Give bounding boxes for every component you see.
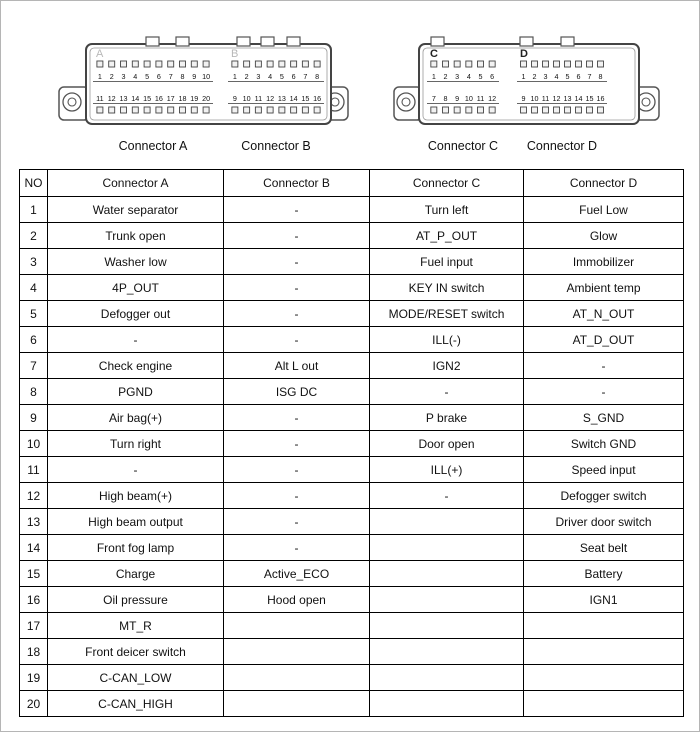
pin-function-cell: - [224, 249, 370, 275]
pin-function-cell [370, 561, 524, 587]
pin-function-cell: AT_P_OUT [370, 223, 524, 249]
pin-function-cell: Hood open [224, 587, 370, 613]
pin-function-cell: - [224, 405, 370, 431]
table-row [20, 275, 684, 301]
connector-b-caption: Connector B [241, 139, 311, 153]
connector-body [419, 44, 639, 124]
top-tab [520, 37, 533, 46]
pin-cavity [587, 61, 593, 67]
pin-function-cell: IGN1 [524, 587, 684, 613]
table-row [20, 587, 684, 613]
pin-number-label: 14 [289, 94, 298, 103]
pin-cavity [132, 61, 138, 67]
pin-cavity [267, 61, 273, 67]
pin-number-label: 12 [266, 94, 275, 103]
pin-function-cell [370, 613, 524, 639]
pin-cavity [244, 61, 250, 67]
pin-cavity [314, 107, 320, 113]
pin-function-cell: - [224, 509, 370, 535]
pin-number-label: 4 [268, 72, 273, 81]
pin-function-cell: - [224, 197, 370, 223]
pin-function-cell: Driver door switch [524, 509, 684, 535]
pin-function-cell [370, 587, 524, 613]
pin-number-label: 13 [119, 94, 128, 103]
pin-cavity [279, 107, 285, 113]
pin-number-cell: 11 [20, 457, 48, 483]
pin-number-label: 10 [530, 94, 539, 103]
pin-number-label: 18 [178, 94, 187, 103]
pin-function-cell: Ambient temp [524, 275, 684, 301]
pin-number-label: 1 [431, 72, 436, 81]
pin-number-label: 10 [202, 72, 211, 81]
pin-number-label: 11 [541, 94, 550, 103]
pin-number-label: 12 [552, 94, 561, 103]
pin-number-cell: 9 [20, 405, 48, 431]
pin-number-cell: 17 [20, 613, 48, 639]
pin-function-cell: Alt L out [224, 353, 370, 379]
pin-function-cell [524, 691, 684, 717]
pin-number-label: 8 [443, 94, 448, 103]
pin-function-cell: Fuel input [370, 249, 524, 275]
pin-number-label: 6 [156, 72, 161, 81]
column-header-connector-d: Connector D [524, 170, 684, 197]
pin-function-cell: - [524, 379, 684, 405]
pin-function-cell: Washer low [48, 249, 224, 275]
pin-number-label: 5 [565, 72, 570, 81]
pin-cavity [144, 61, 150, 67]
pin-number-label: 16 [154, 94, 163, 103]
top-tab [431, 37, 444, 46]
pin-cavity [180, 61, 186, 67]
pin-function-cell: Active_ECO [224, 561, 370, 587]
pin-number-label: 3 [455, 72, 460, 81]
pin-function-cell: - [224, 431, 370, 457]
pin-cavity [489, 107, 495, 113]
pin-function-cell: - [224, 483, 370, 509]
pin-function-cell: PGND [48, 379, 224, 405]
pin-number-label: 13 [277, 94, 286, 103]
pin-cavity [291, 107, 297, 113]
pin-cavity [232, 107, 238, 113]
pin-function-cell: C-CAN_HIGH [48, 691, 224, 717]
pin-cavity [554, 107, 560, 113]
pin-number-cell: 6 [20, 327, 48, 353]
pin-function-cell: Switch GND [524, 431, 684, 457]
top-tab [261, 37, 274, 46]
pin-function-cell [524, 613, 684, 639]
pin-function-cell: Speed input [524, 457, 684, 483]
pin-cavity [180, 107, 186, 113]
pin-cavity [565, 61, 571, 67]
pin-function-cell [224, 665, 370, 691]
pin-cavity [587, 107, 593, 113]
pin-function-cell: ILL(+) [370, 457, 524, 483]
pin-number-label: 1 [521, 72, 526, 81]
pin-function-cell [370, 535, 524, 561]
pin-number-label: 9 [232, 94, 237, 103]
pin-number-cell: 19 [20, 665, 48, 691]
pin-number-label: 4 [554, 72, 559, 81]
pin-number-cell: 13 [20, 509, 48, 535]
table-row [20, 561, 684, 587]
pin-number-label: 8 [315, 72, 320, 81]
pin-cavity [521, 61, 527, 67]
pin-function-cell: MODE/RESET switch [370, 301, 524, 327]
column-header-no: NO [20, 170, 48, 197]
pin-number-label: 14 [574, 94, 583, 103]
table-row [20, 223, 684, 249]
pin-number-label: 15 [143, 94, 152, 103]
pin-cavity [314, 61, 320, 67]
table-row [20, 665, 684, 691]
pin-cavity [543, 107, 549, 113]
pin-function-cell [370, 509, 524, 535]
connector-ab-diagram [56, 34, 351, 134]
pin-cavity [267, 107, 273, 113]
pin-function-cell: KEY IN switch [370, 275, 524, 301]
pin-number-label: 4 [133, 72, 138, 81]
pin-function-cell: Glow [524, 223, 684, 249]
pin-number-label: 3 [121, 72, 126, 81]
pin-number-label: 5 [279, 72, 284, 81]
pin-cavity [97, 107, 103, 113]
pin-cavity [543, 61, 549, 67]
pin-number-label: 11 [96, 94, 104, 103]
pin-function-cell: S_GND [524, 405, 684, 431]
table-row [20, 457, 684, 483]
pin-cavity [156, 107, 162, 113]
pin-cavity [255, 61, 261, 67]
pin-function-cell: - [224, 327, 370, 353]
pin-number-label: 1 [97, 72, 102, 81]
pin-function-cell: Turn left [370, 197, 524, 223]
pin-number-label: 7 [168, 72, 173, 81]
pin-cavity [203, 107, 209, 113]
pin-function-cell: Oil pressure [48, 587, 224, 613]
pin-cavity [598, 107, 604, 113]
pin-number-cell: 18 [20, 639, 48, 665]
pin-cavity [121, 107, 127, 113]
table-row [20, 535, 684, 561]
pin-function-cell: ILL(-) [370, 327, 524, 353]
pin-cavity [156, 61, 162, 67]
pin-number-label: 10 [242, 94, 251, 103]
pin-cavity [203, 61, 209, 67]
pin-number-label: 7 [303, 72, 308, 81]
pinout-table-head-row [20, 170, 684, 197]
pin-cavity [478, 61, 484, 67]
pin-number-cell: 16 [20, 587, 48, 613]
pin-function-cell [524, 639, 684, 665]
pin-function-cell: Front deicer switch [48, 639, 224, 665]
pin-number-cell: 15 [20, 561, 48, 587]
pin-function-cell [370, 639, 524, 665]
pin-function-cell [370, 665, 524, 691]
pin-number-label: 17 [166, 94, 175, 103]
pin-cavity [443, 61, 449, 67]
pin-function-cell: - [224, 457, 370, 483]
pin-cavity [144, 107, 150, 113]
pin-cavity [121, 61, 127, 67]
pin-number-label: 16 [596, 94, 605, 103]
pin-cavity [232, 61, 238, 67]
pin-cavity [302, 61, 308, 67]
pin-cavity [97, 61, 103, 67]
pin-number-label: 2 [532, 72, 537, 81]
top-tab [237, 37, 250, 46]
column-header-connector-b: Connector B [224, 170, 370, 197]
pin-number-label: 6 [291, 72, 296, 81]
pin-cavity [532, 107, 538, 113]
connector-d-caption: Connector D [526, 139, 598, 153]
top-tab [176, 37, 189, 46]
pin-function-cell: - [370, 379, 524, 405]
pin-function-cell: Front fog lamp [48, 535, 224, 561]
pin-function-cell: High beam output [48, 509, 224, 535]
pin-number-label: 6 [576, 72, 581, 81]
pin-number-label: 9 [192, 72, 197, 81]
pin-number-label: 2 [443, 72, 448, 81]
pin-number-cell: 4 [20, 275, 48, 301]
pin-cavity [431, 61, 437, 67]
pin-function-cell: IGN2 [370, 353, 524, 379]
pin-function-cell: Fuel Low [524, 197, 684, 223]
pin-cavity [132, 107, 138, 113]
table-row [20, 431, 684, 457]
pin-number-label: 12 [107, 94, 116, 103]
section-letter: D [520, 48, 528, 60]
pin-function-cell: C-CAN_LOW [48, 665, 224, 691]
pin-function-cell: Immobilizer [524, 249, 684, 275]
pin-function-cell [224, 613, 370, 639]
pin-number-cell: 10 [20, 431, 48, 457]
pin-function-cell: Turn right [48, 431, 224, 457]
pin-cavity [521, 107, 527, 113]
pin-number-label: 2 [109, 72, 114, 81]
pin-number-cell: 3 [20, 249, 48, 275]
pin-number-label: 8 [180, 72, 185, 81]
table-row [20, 613, 684, 639]
pin-function-cell: P brake [370, 405, 524, 431]
pin-number-label: 11 [476, 94, 485, 103]
pin-cavity [279, 61, 285, 67]
pin-function-cell: - [48, 457, 224, 483]
pin-function-cell [224, 639, 370, 665]
column-header-connector-a: Connector A [48, 170, 224, 197]
pin-number-label: 3 [543, 72, 548, 81]
connector-a-caption: Connector A [118, 139, 188, 153]
top-tab [146, 37, 159, 46]
pin-number-label: 2 [244, 72, 249, 81]
pin-function-cell [370, 691, 524, 717]
top-tab [287, 37, 300, 46]
pin-cavity [291, 61, 297, 67]
pin-function-cell: AT_N_OUT [524, 301, 684, 327]
pin-cavity [576, 61, 582, 67]
table-row [20, 483, 684, 509]
pin-number-label: 15 [585, 94, 594, 103]
pin-function-cell: MT_R [48, 613, 224, 639]
pin-cavity [466, 61, 472, 67]
pin-function-cell: Seat belt [524, 535, 684, 561]
pin-function-cell: - [224, 275, 370, 301]
pin-function-cell: Door open [370, 431, 524, 457]
pin-number-label: 19 [190, 94, 199, 103]
pin-cavity [431, 107, 437, 113]
pin-cavity [191, 107, 197, 113]
pin-cavity [302, 107, 308, 113]
pin-number-label: 14 [131, 94, 140, 103]
pin-number-label: 7 [587, 72, 592, 81]
pin-number-cell: 2 [20, 223, 48, 249]
pin-number-label: 9 [455, 94, 460, 103]
pin-cavity [532, 61, 538, 67]
mounting-ear [394, 87, 422, 120]
pin-cavity [565, 107, 571, 113]
table-row [20, 353, 684, 379]
pin-function-cell: - [224, 223, 370, 249]
pin-cavity [466, 107, 472, 113]
pin-function-cell [524, 665, 684, 691]
pin-function-cell: - [370, 483, 524, 509]
table-row [20, 379, 684, 405]
pin-number-label: 5 [478, 72, 483, 81]
pin-cavity [489, 61, 495, 67]
connector-c-caption: Connector C [427, 139, 499, 153]
pin-cavity [478, 107, 484, 113]
pin-function-cell: Air bag(+) [48, 405, 224, 431]
pin-number-label: 13 [563, 94, 572, 103]
table-row [20, 197, 684, 223]
section-letter: C [430, 48, 438, 60]
pin-function-cell: - [224, 301, 370, 327]
pin-number-cell: 20 [20, 691, 48, 717]
pin-number-cell: 14 [20, 535, 48, 561]
pin-number-label: 6 [490, 72, 495, 81]
section-letter: B [231, 48, 239, 60]
pin-function-cell: Battery [524, 561, 684, 587]
pin-cavity [454, 61, 460, 67]
pin-function-cell: Defogger switch [524, 483, 684, 509]
table-row [20, 327, 684, 353]
pin-cavity [109, 61, 115, 67]
pin-function-cell: - [524, 353, 684, 379]
pin-function-cell: AT_D_OUT [524, 327, 684, 353]
pin-number-cell: 7 [20, 353, 48, 379]
pin-number-label: 11 [254, 94, 263, 103]
pin-number-label: 12 [488, 94, 497, 103]
pin-function-cell: High beam(+) [48, 483, 224, 509]
pin-cavity [554, 61, 560, 67]
table-row [20, 249, 684, 275]
pin-cavity [576, 107, 582, 113]
table-row [20, 691, 684, 717]
pinout-table-body [20, 197, 684, 717]
pin-number-label: 10 [464, 94, 473, 103]
pin-cavity [454, 107, 460, 113]
pin-number-cell: 12 [20, 483, 48, 509]
pin-number-label: 5 [145, 72, 150, 81]
pin-number-label: 20 [202, 94, 211, 103]
pin-number-label: 7 [431, 94, 436, 103]
pin-function-cell: Charge [48, 561, 224, 587]
pin-number-cell: 8 [20, 379, 48, 405]
connector-cd-diagram [391, 34, 663, 134]
top-tab [561, 37, 574, 46]
pin-function-cell: - [224, 535, 370, 561]
section-letter: A [96, 48, 104, 60]
pinout-table [19, 169, 684, 717]
pin-cavity [168, 107, 174, 113]
pin-cavity [443, 107, 449, 113]
pin-number-label: 16 [313, 94, 322, 103]
pin-number-cell: 1 [20, 197, 48, 223]
pin-function-cell [224, 691, 370, 717]
pin-cavity [168, 61, 174, 67]
pin-number-label: 1 [232, 72, 237, 81]
table-row [20, 509, 684, 535]
pin-function-cell: Water separator [48, 197, 224, 223]
pin-function-cell: Check engine [48, 353, 224, 379]
pin-function-cell: Defogger out [48, 301, 224, 327]
pin-cavity [109, 107, 115, 113]
pin-cavity [255, 107, 261, 113]
pin-cavity [191, 61, 197, 67]
table-row [20, 405, 684, 431]
pin-number-label: 15 [301, 94, 310, 103]
column-header-connector-c: Connector C [370, 170, 524, 197]
pin-cavity [244, 107, 250, 113]
table-row [20, 639, 684, 665]
pin-number-label: 9 [521, 94, 526, 103]
pin-function-cell: ISG DC [224, 379, 370, 405]
pin-number-label: 3 [256, 72, 261, 81]
pin-function-cell: - [48, 327, 224, 353]
pin-cavity [598, 61, 604, 67]
pin-function-cell: 4P_OUT [48, 275, 224, 301]
pin-number-cell: 5 [20, 301, 48, 327]
pin-function-cell: Trunk open [48, 223, 224, 249]
pin-number-label: 4 [466, 72, 471, 81]
table-row [20, 301, 684, 327]
pin-number-label: 8 [598, 72, 603, 81]
